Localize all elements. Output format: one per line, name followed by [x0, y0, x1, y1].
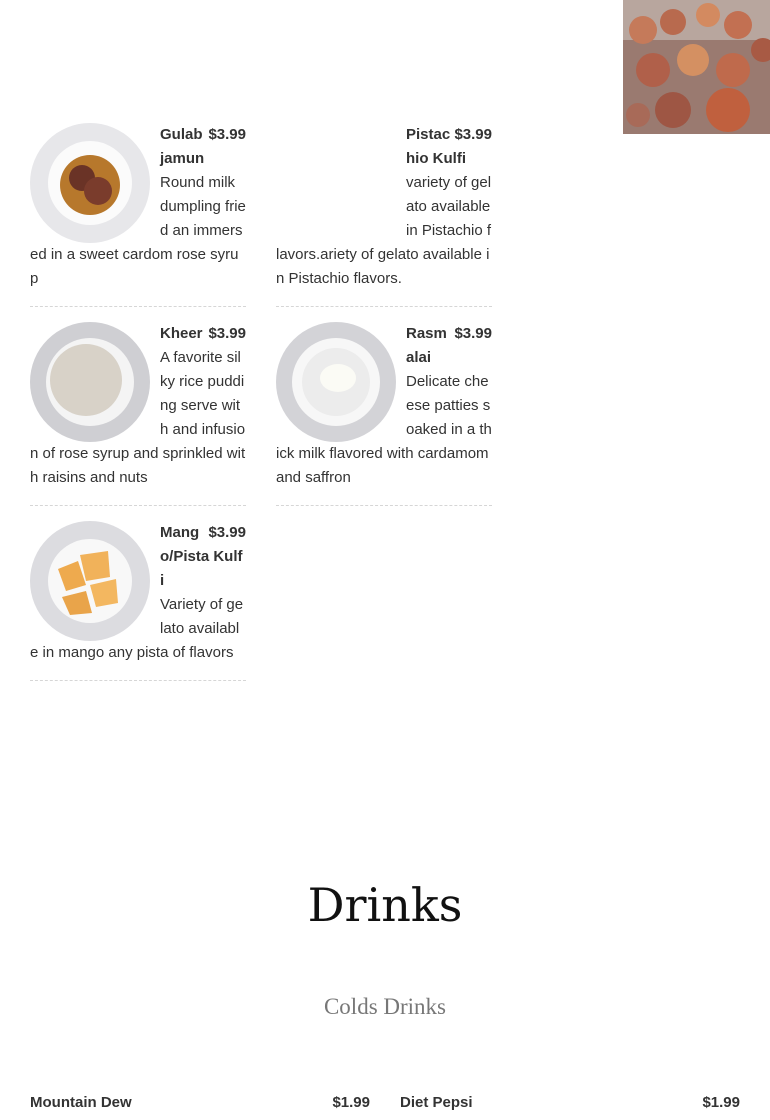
item-name: Pistachio Kulfi: [406, 126, 466, 167]
drink-name: Diet Pepsi: [400, 1094, 473, 1111]
item-name: Gulab jamun: [160, 126, 205, 167]
rasmalai-photo: [276, 322, 396, 442]
item-price: $3.99: [454, 126, 492, 143]
cold-drinks-subtitle: Colds Drinks: [323, 994, 447, 1019]
item-description: A favorite silky rice pudding serve with and infusion of rose syrup and sprinkled with raisins and nuts: [30, 349, 246, 486]
item-price: $3.99: [208, 524, 246, 541]
dessert-tray-photo: [623, 0, 770, 134]
kulfi-photo: [30, 521, 150, 641]
drink-item[interactable]: [400, 1094, 740, 1111]
item-price: $3.99: [454, 325, 492, 342]
drink-price: $1.99: [702, 1094, 740, 1111]
menu-item[interactable]: [30, 521, 246, 681]
image-placeholder: [276, 123, 396, 243]
item-name: Mango/Pista Kulfi: [160, 524, 243, 589]
dessert-column-right: [276, 123, 492, 521]
dessert-column-left: [30, 123, 246, 696]
drink-price: $1.99: [332, 1094, 370, 1111]
item-name: Kheer: [160, 325, 203, 342]
item-description: variety of gelato available in Pistachio flavors.ariety of gelato available in Pistachio flavors.: [276, 174, 492, 287]
menu-item[interactable]: [276, 322, 492, 506]
drinks-section-title: Drinks: [307, 878, 463, 932]
drink-name: Mountain Dew: [30, 1094, 132, 1111]
item-price: $3.99: [208, 126, 246, 143]
drink-item[interactable]: [30, 1094, 370, 1111]
kheer-photo: [30, 322, 150, 442]
item-name: Rasmalai: [406, 325, 447, 366]
item-description: Variety of gelato available in mango any pista of flavors: [30, 596, 244, 661]
menu-item[interactable]: [276, 123, 492, 307]
gulab-jamun-photo: [30, 123, 150, 243]
menu-item[interactable]: [30, 322, 246, 506]
item-price: $3.99: [208, 325, 246, 342]
menu-item[interactable]: [30, 123, 246, 307]
item-description: Round milk dumpling fried an immersed in a sweet cardom rose syrup: [30, 174, 246, 287]
item-description: Delicate cheese patties soaked in a thick milk flavored with cardamom and saffron: [276, 373, 492, 486]
